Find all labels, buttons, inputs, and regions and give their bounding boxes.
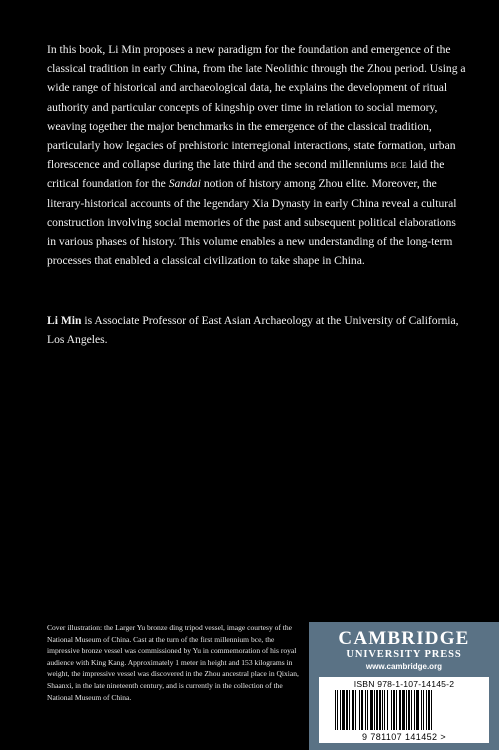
book-blurb: [47, 40, 467, 270]
publisher-subtitle: UNIVERSITY PRESS: [346, 649, 462, 660]
author-bio: [47, 299, 467, 361]
barcode-panel: [319, 677, 489, 743]
blurb-era: bce: [390, 158, 407, 172]
author-bio-text: is Associate Professor of East Asian Archaeology at the University of California, Los Angeles.: [47, 313, 459, 346]
publisher-panel: [309, 622, 499, 750]
barcode-icon: [333, 690, 475, 732]
blurb-text-2: laid the critical foundation for the: [47, 158, 445, 191]
blurb-italic-term: Sandai: [168, 177, 201, 191]
cover-illustration-caption: Cover illustration: the Larger Yu bronze ding tripod vessel, image courtesy of the National Museum of China. Cast at the turn of the first millennium bce, the impressive bronze vessel was commissioned by Yu in commemoration of his royal audience with King Kang. Approximately 1 meter in height and 153 kilograms in weight, the impressive vessel was discovered in the Zhou ancestral place in Qixian, Shaanxi, in the late nineteenth century, and is currently in the collection of the National Museum of China.: [47, 623, 299, 702]
barcode-digits: 9 781107 141452 >: [362, 732, 446, 742]
publisher-url: www.cambridge.org: [365, 662, 443, 671]
isbn-label: ISBN 978-1-107-14145-2: [353, 679, 455, 689]
blurb-text-1: In this book, Li Min proposes a new paradigm for the foundation and emergence of the classical tradition in early China, from the late Neolithic through the Zhou period. Using a wide range of historical and archaeological data, he explains the development of ritual authority and particular concepts of kingship over time in relation to social memory, weaving together the major benchmarks in the emergence of the classical tradition, particularly how legacies of prehistoric interregional interactions, state formation, urban florescence and collapse during the late third and the second millenniums: [47, 43, 466, 172]
publisher-name: CAMBRIDGE: [338, 628, 470, 649]
blurb-text-3: notion of history among Zhou elite. Moreover, the literary-historical accounts of the legendary Xia Dynasty in early China reveal a cultural construction involving social memories of the past and subsequent political elaborations in various phases of history. This volume enables a new understanding of the long-term processes that enabled a classical civilization to take shape in China.: [47, 177, 457, 268]
author-name: Li Min: [47, 313, 82, 327]
